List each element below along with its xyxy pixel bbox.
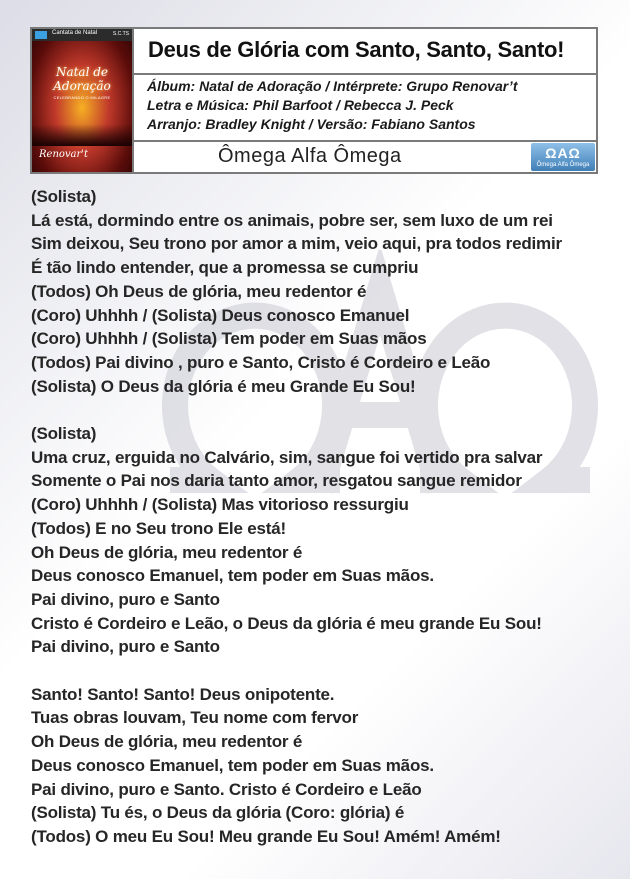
cover-subtitle: CELEBRANDO O MILAGRE [53, 95, 111, 100]
header-divider-top [134, 73, 596, 75]
lyric-line: (Solista) [31, 424, 97, 444]
lyric-line: (Todos) Oh Deus de glória, meu redentor é [31, 281, 367, 301]
lyric-line: Cristo é Cordeiro e Leão, o Deus da glória é meu grande Eu Sou! [31, 613, 542, 633]
stanza-gap [31, 398, 621, 422]
lyric-line: Oh Deus de glória, meu redentor é [31, 732, 303, 752]
lyric-line: Santo! Santo! Santo! Deus onipotente. [31, 684, 335, 704]
lyric-line: (Coro) Uhhhh / (Solista) Mas vitorioso ressurgiu [31, 495, 409, 515]
stanza-gap [31, 659, 621, 683]
header-divider-bottom [134, 140, 596, 142]
lyric-line: Pai divino, puro e Santo [31, 637, 220, 657]
lyric-line: (Todos) E no Seu trono Ele está! [31, 518, 286, 538]
lyric-line: (Solista) O Deus da glória é meu Grande Eu Sou! [31, 376, 416, 396]
lyric-line: Sim deixou, Seu trono por amor a mim, veio aqui, pra todos redimir [31, 234, 562, 254]
lyric-line: Oh Deus de glória, meu redentor é [31, 542, 303, 562]
brand-logo [531, 143, 595, 171]
cover-title-line1: Natal de [55, 65, 109, 79]
cover-logo: Renovar't [39, 149, 89, 160]
cover-title [36, 65, 128, 93]
album-cover [32, 29, 132, 172]
lyric-line: Lá está, dormindo entre os animais, pobre ser, sem luxo de um rei [31, 210, 553, 230]
stanza-3 [31, 683, 621, 849]
brand-logo-text: Ômega Alfa Ômega [536, 162, 590, 168]
lyric-line: Pai divino, puro e Santo [31, 589, 220, 609]
cover-crowd [32, 124, 132, 146]
lyric-line: Pai divino, puro e Santo. Cristo é Cordeiro e Leão [31, 779, 422, 799]
brand-name: Ômega Alfa Ômega [218, 145, 402, 167]
lyric-line: Somente o Pai nos daria tanto amor, resgatou sangue remidor [31, 471, 522, 491]
lyric-line: (Todos) Pai divino , puro e Santo, Cristo é Cordeiro e Leão [31, 352, 491, 372]
stanza-2 [31, 422, 621, 659]
credit-album: Álbum: Natal de Adoração / Intérprete: Grupo Renovar’t [147, 78, 518, 94]
lyric-line: Deus conosco Emanuel, tem poder em Suas mãos. [31, 566, 434, 586]
cover-code: S.C.TS [112, 31, 129, 37]
lyric-line: (Solista) Tu és, o Deus da glória (Coro: glória) é [31, 803, 405, 823]
lyric-line: (Coro) Uhhhh / (Solista) Deus conosco Emanuel [31, 305, 410, 325]
lyric-line: Uma cruz, erguida no Calvário, sim, sangue foi vertido pra salvar [31, 447, 543, 467]
lyric-line: Tuas obras louvam, Teu nome com fervor [31, 708, 359, 728]
stanza-1 [31, 185, 621, 398]
lyric-line: (Coro) Uhhhh / (Solista) Tem poder em Suas mãos [31, 329, 427, 349]
credits [147, 77, 587, 134]
lyric-line: Deus conosco Emanuel, tem poder em Suas mãos. [31, 755, 434, 775]
lyrics [31, 185, 621, 849]
cover-flag-icon [35, 31, 47, 39]
lyric-line: É tão lindo entender, que a promessa se cumpriu [31, 258, 419, 278]
cover-title-line2: Adoração [53, 79, 111, 93]
cover-series: Cantata de Natal [52, 30, 98, 36]
lyric-line: (Todos) O meu Eu Sou! Meu grande Eu Sou! Amém! Amém! [31, 826, 501, 846]
brand-logo-glyphs: ΩΑΩ [545, 145, 581, 161]
credit-arrangement: Arranjo: Bradley Knight / Versão: Fabiano Santos [147, 116, 476, 132]
lyric-line: (Solista) [31, 187, 97, 206]
credit-composers: Letra e Música: Phil Barfoot / Rebecca J. Peck [147, 97, 454, 113]
cover-top-bar [32, 29, 132, 41]
header-divider-vertical [132, 29, 134, 172]
song-title: Deus de Glória com Santo, Santo, Santo! [148, 37, 565, 62]
